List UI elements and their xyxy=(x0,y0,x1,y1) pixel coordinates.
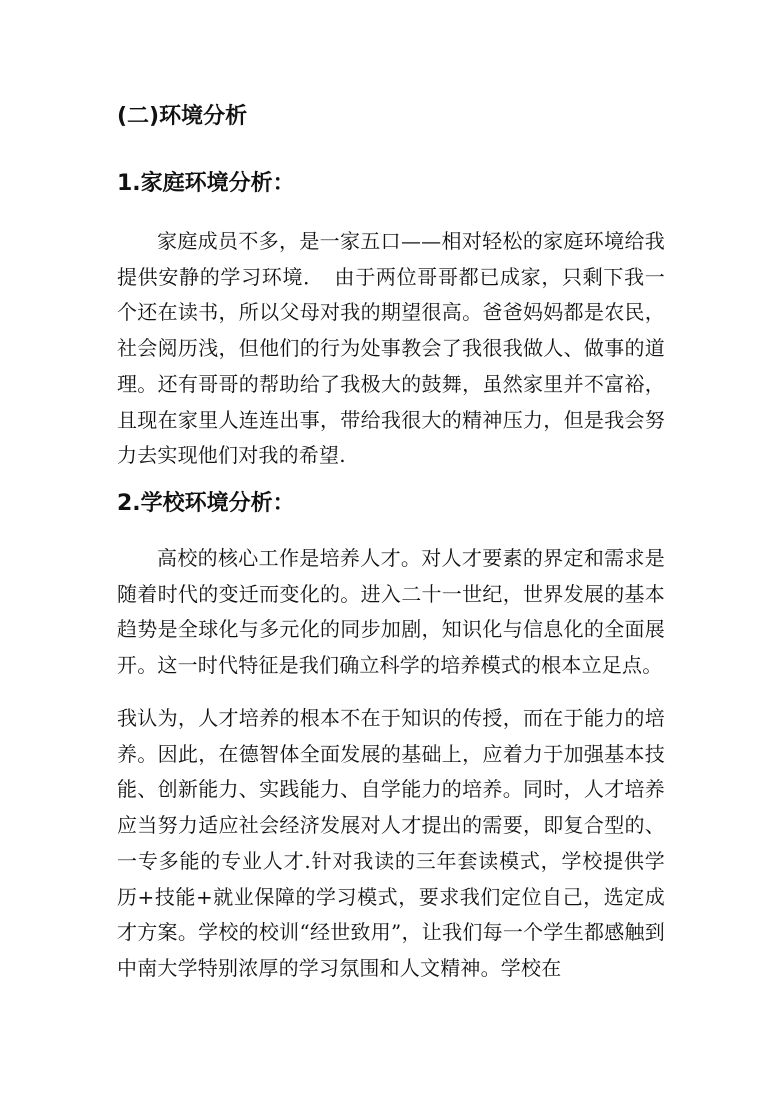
school-environment-paragraph-1: 高校的核心工作是培养人才。对人才要素的界定和需求是随着时代的变迁而变化的。进入二十一世纪，世界发展的基本趋势是全球化与多元化的同步加剧，知识化与信息化的全面展开。这一时代特征是我们确立科学的培养模式的根本立足点。 xyxy=(117,546,665,678)
section-heading: (二)环境分析 xyxy=(117,104,248,129)
family-environment-heading: 1.家庭环境分析： xyxy=(117,171,295,196)
school-environment-paragraph-2: 我认为，人才培养的根本不在于知识的传授，而在于能力的培养。因此，在德智体全面发展的基础上，应着力于加强基本技能、创新能力、实践能力、自学能力的培养。同时，人才培养应当努力适应社会经济发展对人才提出的需要，即复合型的、一专多能的专业人才.针对我读的三年套读模式，学校提供学历+技能+就业保障的学习模式，要求我们定位自己，选定成才方案。学校的校训“经世致用”，让我们每一个学生都感触到中南大学特别浓厚的学习氛围和人文精神。学校在 xyxy=(117,706,665,980)
school-environment-heading: 2.学校环境分析： xyxy=(117,491,295,516)
family-environment-paragraph: 家庭成员不多，是一家五口——相对轻松的家庭环境给我提供安静的学习环境． 由于两位哥哥都已成家，只剩下我一个还在读书，所以父母对我的期望很高。爸爸妈妈都是农民，社会阅历浅，但他们的行为处事教会了我很我做人、做事的道理。还有哥哥的帮助给了我极大的鼓舞，虽然家里并不富裕，且现在家里人连连出事，带给我很大的精神压力，但是我会努力去实现他们对我的希望. xyxy=(117,229,665,468)
